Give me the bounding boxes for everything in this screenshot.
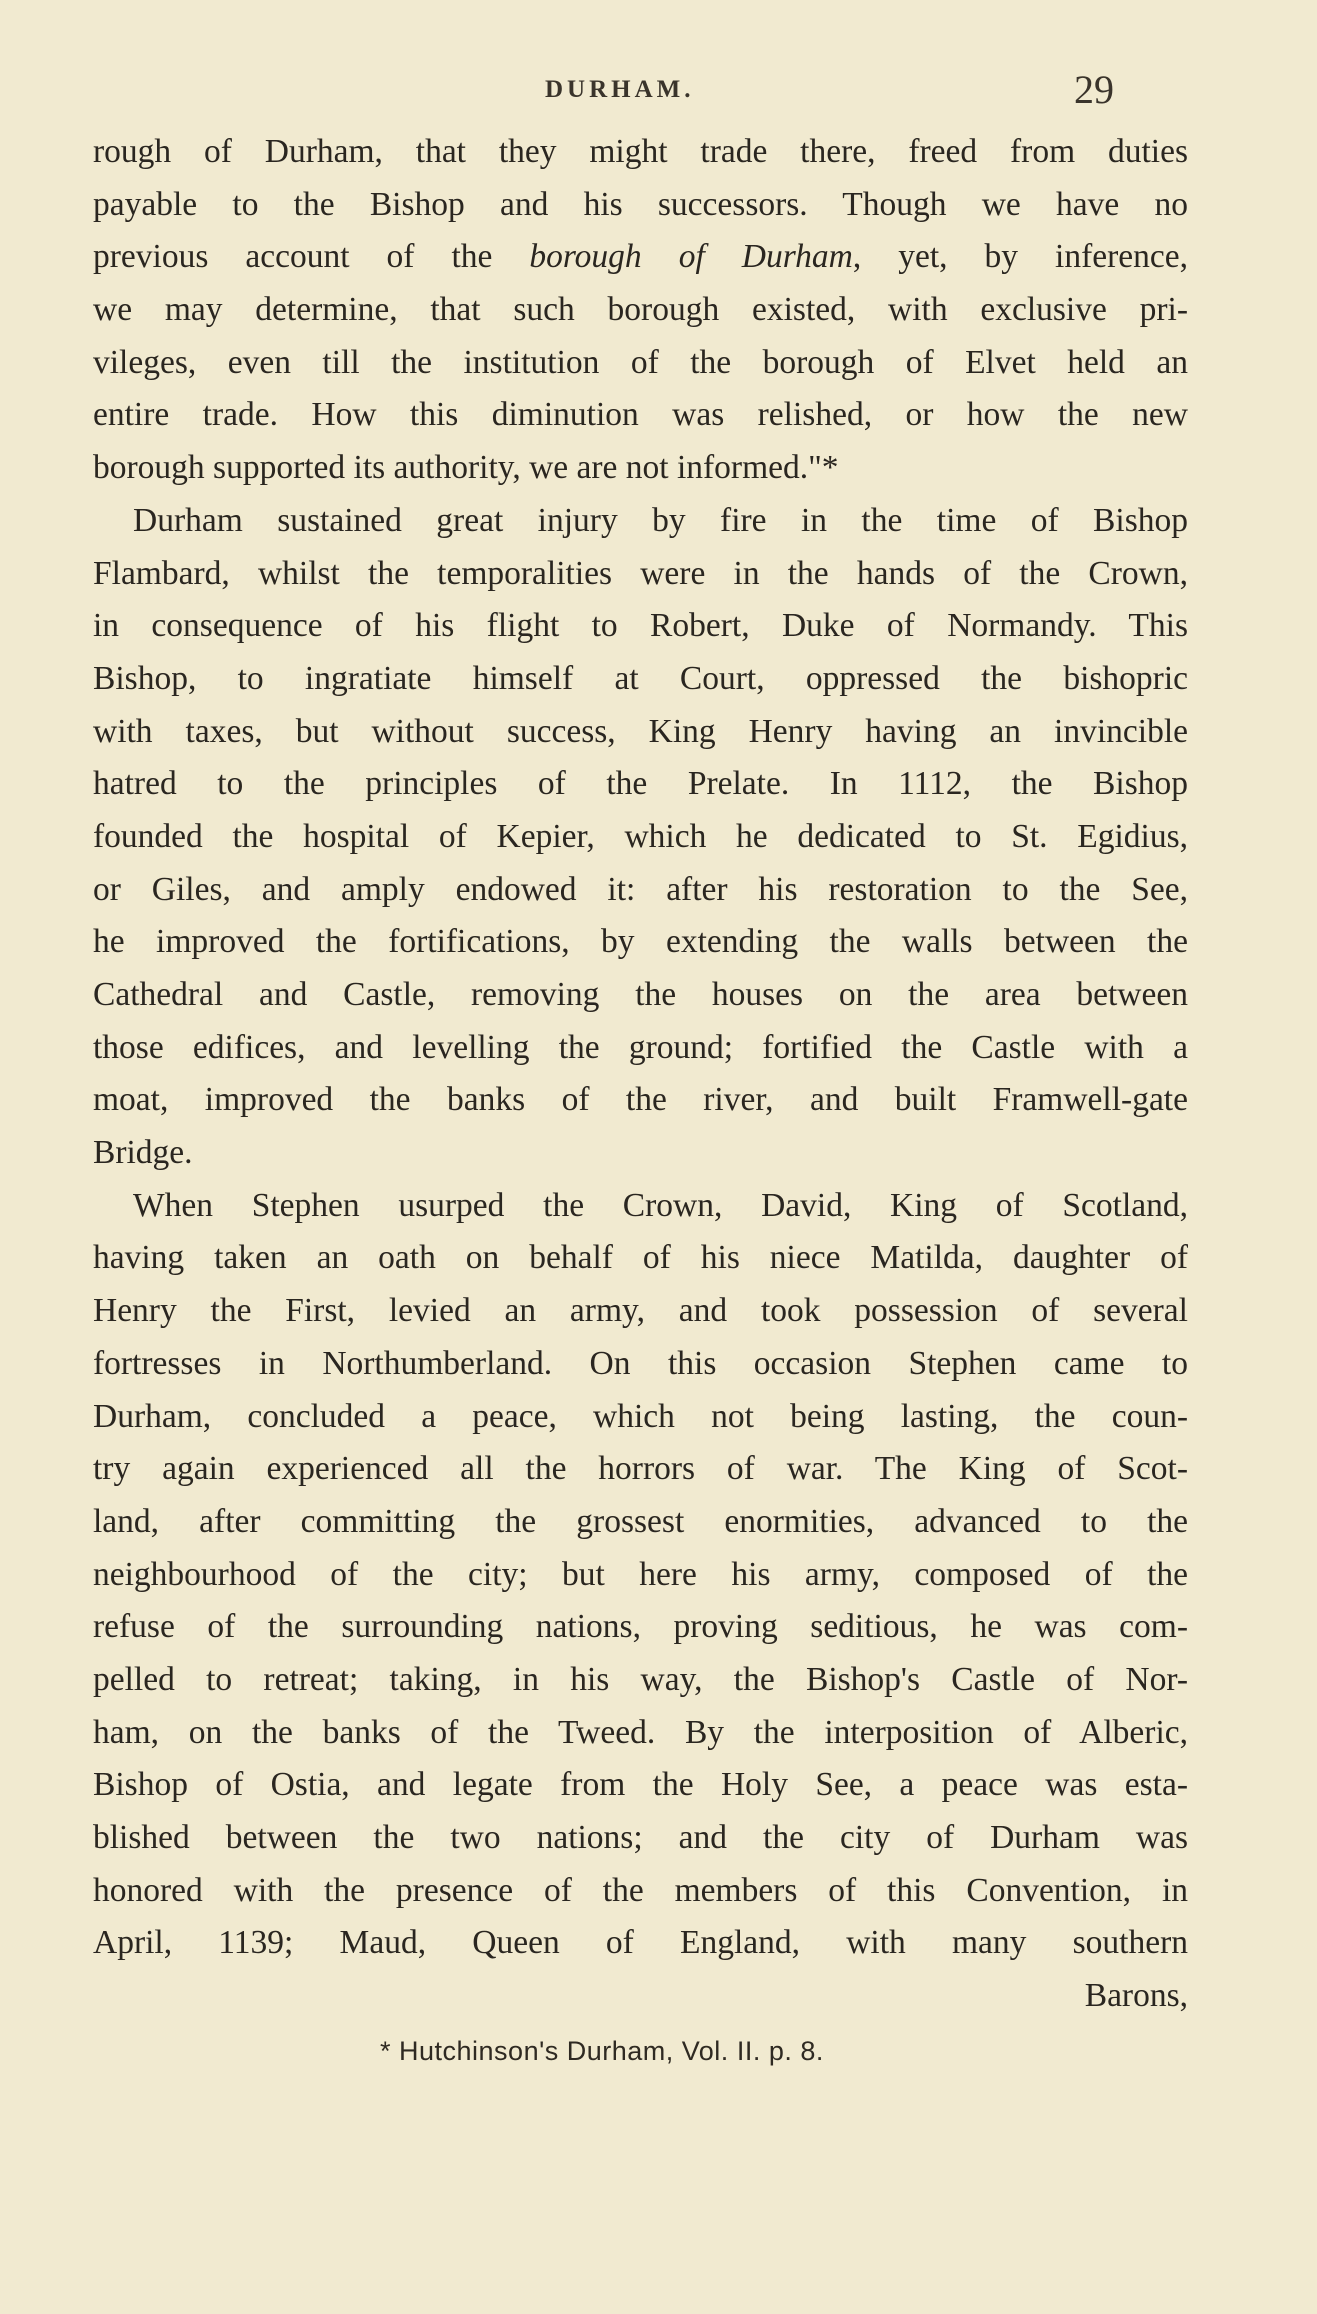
text-segment: founded the hospital of Kepier, which he dedicated to St. Egidius, (93, 817, 1188, 855)
italic-segment: borough of Durham (529, 238, 853, 276)
text-segment: Flambard, whilst the temporalities were in the hands of the Crown, (93, 554, 1188, 592)
text-segment: honored with the presence of the members of this Convention, in (93, 1871, 1188, 1909)
text-line (93, 337, 1188, 390)
text-line (93, 1812, 1188, 1865)
text-line (93, 1232, 1188, 1285)
text-line (93, 1970, 1188, 2023)
running-title: DURHAM. (545, 76, 695, 103)
text-line (93, 1707, 1188, 1760)
text-line (93, 284, 1188, 337)
text-segment: Bishop, to ingratiate himself at Court, oppressed the bishopric (93, 659, 1188, 697)
text-segment: try again experienced all the horrors of war. The King of Scot- (93, 1450, 1188, 1488)
text-segment: pelled to retreat; taking, in his way, the Bishop's Castle of Nor- (93, 1660, 1188, 1698)
text-segment: we may determine, that such borough existed, with exclusive pri- (93, 291, 1188, 329)
text-segment: borough supported its authority, we are not informed."* (93, 449, 839, 487)
text-line (93, 179, 1188, 232)
text-line (93, 1443, 1188, 1496)
text-segment: , yet, by inference, (852, 238, 1188, 276)
text-line (93, 1127, 1188, 1180)
text-segment: Durham, concluded a peace, which not being lasting, the coun- (93, 1397, 1188, 1435)
page-number: 29 (1074, 67, 1114, 112)
text-segment: hatred to the principles of the Prelate. In 1112, the Bishop (93, 765, 1188, 803)
text-line (93, 389, 1188, 442)
text-segment: in consequence of his flight to Robert, Duke of Normandy. This (93, 607, 1188, 645)
running-head (0, 67, 1317, 120)
text-segment: fortresses in Northumberland. On this occasion Stephen came to (93, 1344, 1188, 1382)
text-line (93, 811, 1188, 864)
text-segment: Cathedral and Castle, removing the houses on the area between (93, 976, 1188, 1013)
text-line (93, 126, 1188, 179)
text-segment: Barons, (1084, 1977, 1188, 2015)
text-segment: Henry the First, levied an army, and took possession of several (93, 1292, 1188, 1330)
text-segment: previous account of the (93, 238, 530, 276)
text-segment: refuse of the surrounding nations, proving seditious, he was com- (93, 1608, 1188, 1646)
text-line (93, 1074, 1188, 1127)
text-segment: entire trade. How this diminution was relished, or how the new (93, 396, 1188, 434)
text-segment: he improved the fortifications, by extending the walls between the (93, 923, 1188, 961)
text-line (93, 969, 1188, 1022)
text-line (93, 916, 1188, 969)
text-line (93, 1285, 1188, 1338)
text-segment: Durham sustained great injury by fire in the time of Bishop (133, 501, 1188, 539)
text-segment: having taken an oath on behalf of his niece Matilda, daughter of (93, 1239, 1188, 1277)
text-line (93, 1917, 1188, 1970)
text-line (93, 1601, 1188, 1654)
text-segment: moat, improved the banks of the river, and built Framwell-gate (93, 1081, 1188, 1119)
text-segment: rough of Durham, that they might trade there, freed from duties (93, 133, 1188, 170)
text-line (93, 706, 1188, 759)
footnote: * Hutchinson's Durham, Vol. II. p. 8. (380, 2036, 824, 2066)
text-segment: ham, on the banks of the Tweed. By the interposition of Alberic, (93, 1713, 1188, 1751)
text-segment: blished between the two nations; and the city of Durham was (93, 1819, 1188, 1856)
text-segment: Bishop of Ostia, and legate from the Holy See, a peace was esta- (93, 1766, 1188, 1804)
text-line (93, 758, 1188, 811)
text-line (93, 653, 1188, 706)
text-line (93, 1865, 1188, 1918)
text-line (93, 1759, 1188, 1812)
text-segment: Bridge. (93, 1134, 193, 1172)
text-line (93, 1391, 1188, 1444)
text-line (93, 1654, 1188, 1707)
text-line (93, 495, 1188, 548)
text-line (93, 1496, 1188, 1549)
text-segment: with taxes, but without success, King Henry having an invincible (93, 712, 1188, 750)
text-segment: those edifices, and levelling the ground; fortified the Castle with a (93, 1028, 1188, 1066)
text-line (93, 442, 1188, 495)
text-line (93, 231, 1188, 284)
text-segment: neighbourhood of the city; but here his army, composed of the (93, 1555, 1188, 1593)
text-line (93, 1549, 1188, 1602)
text-segment: land, after committing the grossest enormities, advanced to the (93, 1502, 1188, 1540)
body-text (93, 126, 1188, 2023)
text-segment: or Giles, and amply endowed it: after his restoration to the See, (93, 870, 1188, 908)
text-line (93, 1338, 1188, 1391)
text-segment: payable to the Bishop and his successors. Though we have no (93, 185, 1188, 223)
text-line (93, 600, 1188, 653)
text-line (93, 1180, 1188, 1233)
text-segment: When Stephen usurped the Crown, David, King of Scotland, (133, 1186, 1188, 1224)
text-line (93, 548, 1188, 601)
text-segment: vileges, even till the institution of the borough of Elvet held an (93, 343, 1188, 381)
text-segment: April, 1139; Maud, Queen of England, with many southern (93, 1924, 1188, 1962)
text-line (93, 864, 1188, 917)
text-line (93, 1022, 1188, 1075)
